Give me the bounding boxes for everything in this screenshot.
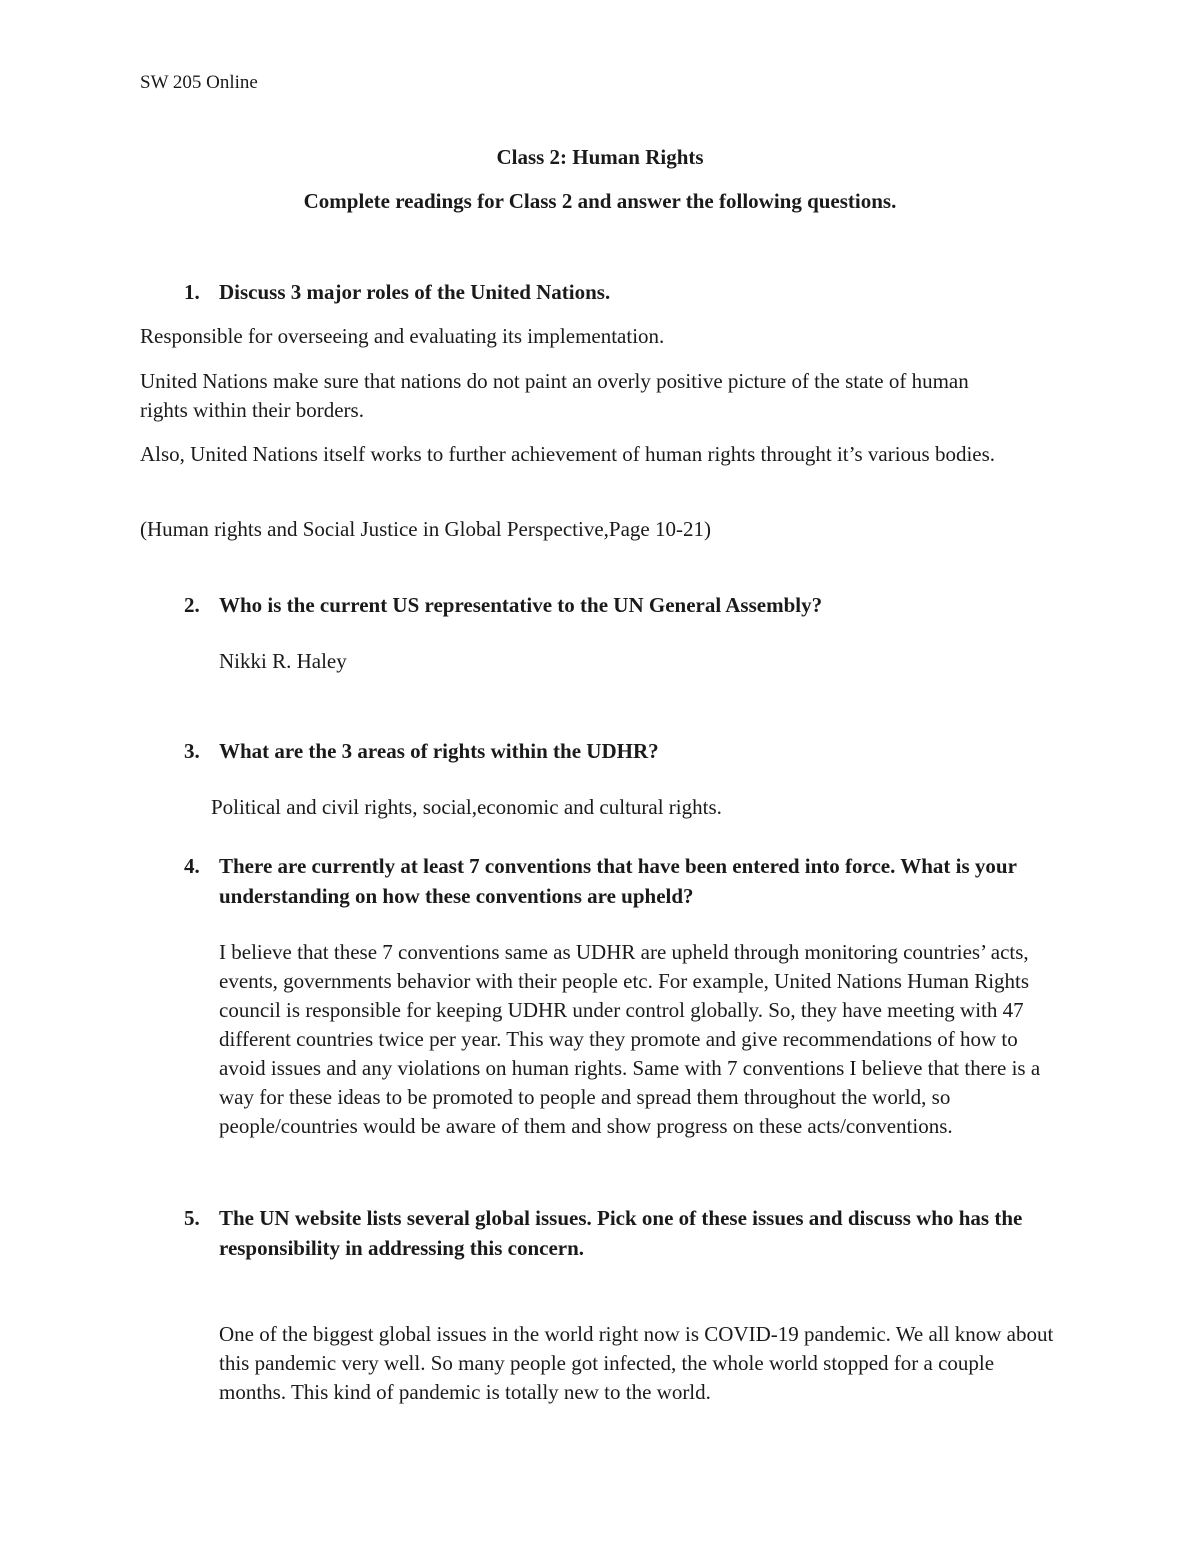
question-5-text: The UN website lists several global issues. Pick one of these issues and discuss who has the responsibility in addressing this concern. [219, 1206, 1023, 1260]
instructions: Complete readings for Class 2 and answer the following questions. [303, 189, 897, 213]
question-3-answer: Political and civil rights, social,economic and cultural rights. [211, 795, 722, 819]
question-3-number: 3. [184, 739, 200, 763]
question-1-answer-2: United Nations make sure that nations do not paint an overly positive picture of the state of human rights within their borders. [140, 369, 969, 422]
question-2-answer: Nikki R. Haley [219, 649, 347, 673]
question-1-text: Discuss 3 major roles of the United Nations. [219, 280, 611, 304]
question-1-answer-1: Responsible for overseeing and evaluating its implementation. [140, 324, 665, 348]
course-header: SW 205 Online [140, 72, 258, 93]
question-3-text: What are the 3 areas of rights within the UDHR? [219, 739, 659, 763]
question-5-number: 5. [184, 1206, 200, 1230]
question-1-answer-3: Also, United Nations itself works to further achievement of human rights throught it’s various bodies. [140, 442, 996, 466]
question-4-number: 4. [184, 854, 200, 878]
question-5-answer: One of the biggest global issues in the world right now is COVID-19 pandemic. We all know about this pandemic very well. So many people got infected, the whole world stopped for a couple months. This kind of pandemic is totally new to the world. [219, 1322, 1054, 1404]
question-2-text: Who is the current US representative to the UN General Assembly? [219, 593, 823, 617]
page-title: Class 2: Human Rights [496, 145, 704, 169]
question-2-number: 2. [184, 593, 200, 617]
question-4-answer: I believe that these 7 conventions same as UDHR are upheld through monitoring countries’ acts, events, governments behavior with their people etc. For example, United Nations Human Rights council is responsible for keeping UDHR under control globally. So, they have meeting with 47 different countries twice per year. This way they promote and give recommendations of how to avoid issues and any violations on human rights. Same with 7 conventions I believe that there is a way for these ideas to be promoted to people and spread them throughout the world, so people/countries would be aware of them and show progress on these acts/conventions. [219, 940, 1041, 1138]
question-4-text: There are currently at least 7 conventions that have been entered into force. What is your understanding on how these conventions are upheld? [219, 854, 1017, 908]
question-1-number: 1. [184, 280, 200, 304]
question-1-citation: (Human rights and Social Justice in Global Perspective,Page 10-21) [140, 517, 711, 541]
